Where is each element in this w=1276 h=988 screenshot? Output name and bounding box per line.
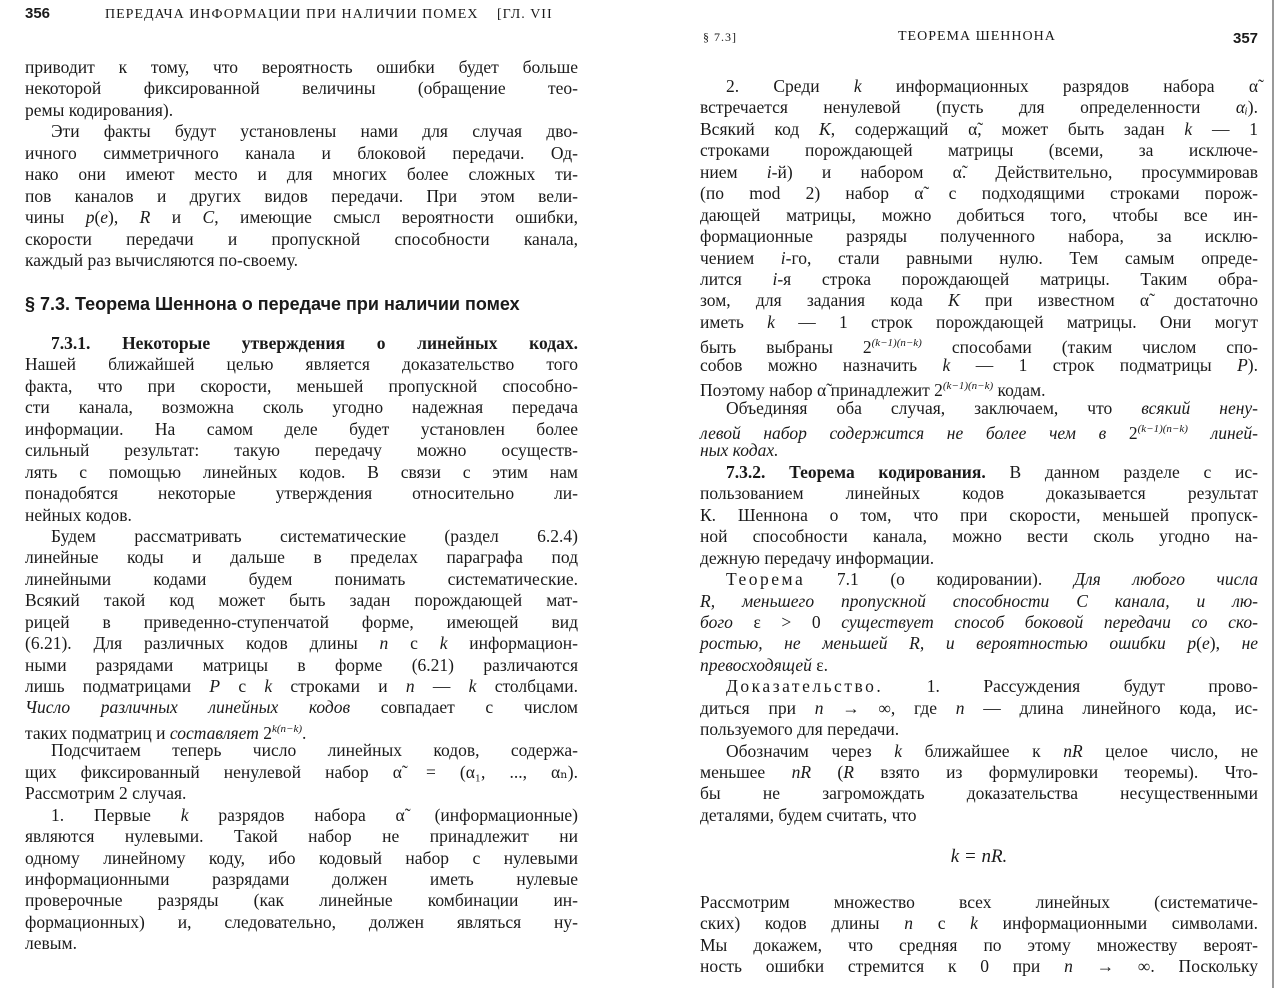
text-line (25, 762, 578, 783)
text-line (25, 186, 578, 207)
text-line (25, 655, 578, 676)
text-line (25, 419, 578, 440)
text-segment: — 1 строк порождающей матрицы. Они могут (774, 311, 1258, 332)
text-segment: иметь (700, 311, 768, 332)
italic-text: левой набор содержится не более чем в (700, 423, 1107, 443)
text-segment: целое число, не (1082, 740, 1258, 761)
text-segment: пов каналов и других видов передачи. При этом вели- (25, 185, 578, 206)
text-segment: при известном α̃ достаточно (959, 290, 1258, 311)
text-line (25, 397, 578, 418)
text-segment: формационные разряды полученного набора, за исклю- (700, 226, 1258, 247)
text-segment: . (302, 722, 307, 743)
formula: k = nR. (950, 846, 1008, 867)
italic-text: k (439, 633, 448, 654)
text-segment: ε > 0 (732, 611, 842, 632)
text-line (700, 355, 1258, 376)
text-segment: дающей матрицы, можно добиться того, чтобы все ин- (700, 204, 1258, 225)
italic-text: k (942, 354, 951, 375)
italic-text: R (843, 762, 854, 782)
text-segment: с (220, 676, 265, 696)
text-line (25, 526, 578, 547)
text-segment: с (388, 633, 440, 654)
text-line (700, 956, 1258, 977)
text-segment: К. Шеннона о том, что при скорости, меньшей пропуск- (700, 504, 1258, 525)
text-segment: взято из формулировки теоремы). Что- (853, 762, 1259, 782)
italic-text: k (767, 311, 775, 332)
running-head: ТЕОРЕМА ШЕННОНА (898, 29, 1056, 44)
text-segment: Обозначим через (726, 740, 895, 761)
text-segment (1188, 423, 1211, 443)
italic-text: k (264, 676, 273, 696)
text-line (700, 119, 1258, 140)
text-segment: диться при (700, 697, 815, 718)
text-segment: информационными символами. (977, 913, 1258, 934)
text-segment: информационных разрядов набора α̃ (861, 76, 1258, 96)
text-segment: бы не загромождать доказательства несущественными (700, 783, 1258, 804)
section-ref: § 7.3] (703, 30, 737, 44)
text-segment: ( (94, 207, 101, 228)
text-line (700, 269, 1258, 290)
text-segment: столбцами. (476, 676, 578, 696)
text-segment (1166, 633, 1188, 653)
text-segment: 7.1 (о кодировании). (805, 569, 1074, 590)
text-line (700, 805, 1258, 826)
text-segment: 1. Рассуждения будут прово- (883, 676, 1258, 697)
text-line (700, 462, 1258, 483)
text-segment: сти канала, возможна сколь угодно надежная передача (25, 397, 578, 418)
text-segment: ( (1196, 633, 1202, 654)
text-line (25, 933, 578, 954)
text-segment: зом, для задания кода (700, 290, 949, 311)
italic-text: i (766, 161, 772, 182)
text-segment: информационными разрядами должен иметь нулевые (25, 868, 578, 889)
text-segment: понадобятся некоторые утверждения относительно ли- (25, 483, 578, 504)
italic-text: составляет (169, 722, 259, 743)
text-line (25, 676, 578, 697)
italic-text: R (139, 207, 151, 228)
text-segment: Эти факты будут установлены нами для случая дво- (51, 121, 578, 142)
chapter-label: [ГЛ. VII (497, 7, 553, 22)
text-line (700, 762, 1258, 783)
text-segment: -го, стали равными нулю. Тем самым опреде- (785, 247, 1258, 268)
text-segment: формационных) и, следовательно, должен являться ну- (25, 911, 578, 932)
italic-text: e (1201, 633, 1210, 654)
text-segment: некоторой фиксированной величины (обращение тео- (25, 78, 578, 99)
text-segment: 2 (1106, 423, 1138, 443)
text-line (700, 226, 1258, 247)
italic-text: p (85, 207, 95, 228)
italic-text: n (814, 697, 824, 718)
text-segment: строками и (272, 676, 406, 696)
text-segment: Всякий такой код может быть задан порождающей мат- (25, 590, 578, 611)
page-edge (1272, 0, 1274, 988)
text-segment: -й) и набором α̃. Действительно, просуммировав (771, 161, 1258, 182)
text-segment: — длина линейного кода, ис- (964, 697, 1258, 718)
text-segment: рицей в приведенно-ступенчатой форме, имеющей вид (25, 611, 578, 632)
text-segment: — 1 (1192, 118, 1258, 139)
text-line (25, 354, 578, 375)
text-segment: лится (700, 268, 773, 289)
text-block (25, 57, 578, 271)
italic-text: P (1237, 354, 1248, 375)
text-segment: меньшее (700, 762, 792, 782)
text-line (700, 205, 1258, 226)
text-line (25, 826, 578, 847)
text-line (25, 376, 578, 397)
text-line (25, 483, 578, 504)
text-segment: — (414, 676, 469, 696)
italic-text: n (405, 676, 415, 696)
text-block (25, 333, 578, 955)
text-segment: ной способности канала, можно вести сколь угодно на- (700, 526, 1258, 547)
text-segment: → ∞, где (823, 697, 956, 718)
text-line (25, 164, 578, 185)
text-segment: Нашей ближайшей целью является доказательство того (25, 354, 578, 375)
text-line (25, 912, 578, 933)
text-segment: ичного симметричного канала и блоковой передачи. Од- (25, 142, 578, 163)
text-segment: Доказательство. (726, 676, 884, 697)
text-line (700, 183, 1258, 204)
text-segment: ε. (811, 654, 829, 675)
italic-text: k (853, 76, 862, 96)
italic-text: k (180, 804, 189, 825)
text-segment: ными разрядами матрицы в форме (6.21) различаются (25, 654, 578, 675)
text-segment: быть выбраны 2 (700, 337, 872, 358)
superscript: k(n−k) (272, 722, 303, 735)
text-segment: левым. (25, 933, 77, 954)
text-segment: Рассмотрим множество всех линейных (систематиче- (700, 892, 1258, 912)
text-segment: ). (1247, 97, 1258, 118)
text-line (25, 143, 578, 164)
text-segment: собов можно назначить (700, 354, 943, 375)
italic-text: k (1184, 118, 1193, 139)
text-line (700, 505, 1258, 526)
text-line (25, 633, 578, 654)
text-segment: Рассмотрим 2 случая. (25, 783, 187, 804)
text-line (25, 783, 578, 804)
text-line (25, 100, 578, 121)
text-segment: — 1 строк подматрицы (950, 354, 1238, 375)
text-segment: совпадает с числом (350, 697, 578, 718)
italic-text: C (202, 207, 215, 228)
italic-text: k (970, 913, 978, 934)
italic-text: R, меньшего пропускной способности C канала, и лю- (700, 590, 1258, 611)
text-segment: , содержащий α̃, может быть задан (830, 118, 1185, 139)
text-line (700, 719, 1258, 740)
text-segment: 2. Среди (726, 76, 854, 96)
italic-text: не (1241, 633, 1259, 654)
text-segment: строками порождающей матрицы (всеми, за исключе- (700, 140, 1258, 161)
text-line (700, 698, 1258, 719)
text-segment: чением (700, 247, 781, 268)
italic-text: P (209, 676, 221, 696)
text-line (25, 869, 578, 890)
text-line (25, 740, 578, 761)
text-line (700, 290, 1258, 311)
text-line (700, 440, 1258, 461)
page-number: 356 (25, 5, 51, 22)
text-segment: пользуемого для передачи. (700, 719, 900, 740)
italic-text: i (772, 268, 778, 289)
text-line (25, 547, 578, 568)
text-segment: разрядов набора α̃ (информационные) (188, 804, 578, 825)
text-block (700, 76, 1258, 826)
text-segment: Подсчитаем теперь число линейных кодов, содержа- (51, 740, 578, 761)
italic-text: Для любого числа (1073, 569, 1259, 590)
text-segment: приводит к тому, что вероятность ошибки будет больше (25, 57, 578, 77)
text-line (700, 419, 1259, 443)
italic-text: k (894, 740, 903, 761)
text-line (25, 207, 578, 228)
page-number: 357 (1233, 30, 1259, 47)
italic-text: Число различных линейных кодов (25, 697, 351, 718)
text-line (700, 162, 1258, 183)
text-line (700, 655, 1258, 676)
text-segment: кодам. (993, 380, 1046, 401)
bold-text: 7.3.2. Теорема кодирования. (726, 461, 986, 482)
text-segment: Поэтому набор α̃ принадлежит 2 (700, 380, 943, 401)
text-line (700, 892, 1258, 913)
italic-text: всякий нену- (1141, 397, 1258, 418)
text-segment: дежную передачу информации. (700, 547, 935, 568)
text-line (700, 633, 1258, 654)
text-line (700, 935, 1258, 956)
text-line (700, 676, 1258, 697)
text-segment: ). (1247, 354, 1258, 375)
text-line (700, 591, 1258, 612)
text-line (25, 590, 578, 611)
text-segment: В данном разделе с ис- (985, 461, 1258, 482)
text-line (25, 890, 578, 911)
text-segment: скорости передачи и пропускной способности канала, (25, 228, 578, 249)
text-line (25, 569, 578, 590)
text-line (25, 462, 578, 483)
italic-text: αᵢ (1235, 97, 1248, 118)
text-segment: с (912, 913, 971, 934)
text-line (700, 483, 1258, 504)
text-segment: способами (таким числом спо- (921, 337, 1258, 358)
text-segment: линейные коды и дальше в пределах параграфа под (25, 547, 578, 568)
text-line (700, 312, 1258, 333)
italic-text: n (1064, 956, 1073, 977)
text-segment: проверочные разряды (как линейные комбинации ин- (25, 890, 578, 911)
italic-text: линей- (1210, 423, 1259, 443)
bold-text: 7.3.1. Некоторые утверждения о линейных кодах. (51, 333, 578, 353)
text-segment: являются нулевыми. Такой набор не принадлежит ни (25, 826, 578, 847)
superscript: (k−1)(n−k) (871, 337, 922, 350)
text-segment: ближайшее к (902, 740, 1064, 761)
text-segment: ремы кодирования). (25, 99, 174, 120)
text-segment: встречается ненулевой (пусть для определенности (700, 97, 1236, 118)
text-segment: и (150, 207, 203, 228)
text-line (25, 250, 578, 271)
text-line (700, 140, 1258, 161)
text-line (25, 697, 578, 718)
text-line (25, 78, 578, 99)
text-segment: чины (25, 207, 86, 228)
superscript: (k−1)(n−k) (942, 380, 994, 393)
superscript: (k−1)(n−k) (1137, 423, 1188, 435)
text-segment: щих фиксированный ненулевой набор α̃ = (α₁, ..., αₙ). (25, 761, 578, 782)
text-segment: факта, что при скорости, меньшей пропускной способно- (25, 375, 578, 396)
text-segment: деталями, будем считать, что (700, 804, 917, 825)
text-line (700, 376, 1258, 401)
text-segment: Объединяя оба случая, заключаем, что (726, 397, 1142, 418)
text-line (700, 398, 1258, 419)
text-segment: пользованием линейных кодов доказывается результат (700, 483, 1258, 504)
text-line (25, 333, 578, 354)
text-segment: Всякий код (700, 118, 820, 139)
text-segment: нием (700, 161, 767, 182)
text-segment: информации. На самом деле будет установлен более (25, 418, 578, 439)
text-segment: нако они имеют место и для многих более сложных ти- (25, 164, 578, 185)
text-segment: таких подматриц и (25, 722, 170, 743)
section-heading: § 7.3. Теорема Шеннона о передаче при наличии помех (25, 294, 520, 314)
text-line (25, 805, 578, 826)
italic-text: i (780, 247, 786, 268)
text-segment: Мы докажем, что средняя по этому множеству вероят- (700, 934, 1258, 955)
text-segment: линейными кодами будем понимать систематические. (25, 568, 578, 589)
text-line (25, 612, 578, 633)
italic-text: nR (1063, 740, 1083, 761)
italic-text: e (100, 207, 109, 228)
text-line (25, 121, 578, 142)
text-segment: (по mod 2) набор α̃ с подходящими строками порож- (700, 183, 1258, 204)
text-segment: нейных кодов. (25, 504, 132, 525)
text-segment: ), (108, 207, 140, 228)
text-line (700, 913, 1258, 934)
text-line (700, 548, 1258, 569)
text-line (25, 57, 578, 78)
text-segment: , имеющие смысл вероятности ошибки, (214, 207, 578, 228)
text-segment: ( (811, 762, 844, 782)
italic-text: n (904, 913, 913, 934)
text-line (700, 76, 1258, 97)
text-segment: информацион- (447, 633, 578, 654)
text-segment: (6.21). Для различных кодов длины (25, 633, 380, 654)
italic-text: существует способ боковой передачи со ско- (841, 611, 1259, 632)
text-line (700, 783, 1258, 804)
text-segment: лишь подматрицами (25, 676, 210, 696)
italic-text: n (955, 697, 965, 718)
text-segment: Теорема (726, 569, 806, 590)
text-line (25, 848, 578, 869)
text-line (700, 333, 1258, 358)
text-block (700, 892, 1258, 978)
text-line (25, 229, 578, 250)
italic-text: превосходящей (700, 654, 812, 675)
italic-text: K (948, 290, 960, 311)
italic-text: n (379, 633, 389, 654)
text-line (700, 612, 1258, 633)
text-line (700, 526, 1258, 547)
text-segment: → ∞. Поскольку (1072, 956, 1259, 977)
text-segment: Будем рассматривать систематические (раздел 6.2.4) (51, 525, 578, 546)
text-segment: -я строка порождающей матрицы. Таким обра- (777, 268, 1259, 289)
text-segment: 2 (258, 722, 272, 743)
text-segment: ность ошибки стремится к 0 при (700, 956, 1065, 977)
text-segment: сильный результат: такую передачу можно осуществ- (25, 440, 578, 461)
text-line (700, 569, 1258, 590)
italic-text: p (1187, 633, 1197, 654)
text-segment: 1. Первые (51, 804, 181, 825)
text-line (25, 440, 578, 461)
text-line (25, 505, 578, 526)
text-line (700, 248, 1258, 269)
italic-text: k (468, 676, 477, 696)
text-line (25, 719, 578, 743)
text-segment: лять с помощью линейных кодов. В связи с этим нам (25, 461, 578, 482)
text-line (700, 741, 1258, 762)
italic-text: nR (791, 762, 812, 782)
italic-text: ростью, не меньшей R, и вероятностью ошибки (700, 633, 1166, 654)
italic-text: бого (700, 611, 733, 632)
text-segment: ), (1209, 633, 1242, 654)
text-segment: ских) кодов длины (700, 913, 905, 934)
italic-text: ных кодах. (700, 440, 779, 461)
running-head: ПЕРЕДАЧА ИНФОРМАЦИИ ПРИ НАЛИЧИИ ПОМЕХ (105, 7, 479, 22)
text-line (700, 97, 1258, 118)
text-segment: каждый раз вычисляются по-своему. (25, 249, 298, 270)
text-segment: одному линейному коду, ибо кодовый набор с нулевыми (25, 847, 578, 868)
right-page (640, 0, 1276, 988)
italic-text: K (819, 118, 831, 139)
